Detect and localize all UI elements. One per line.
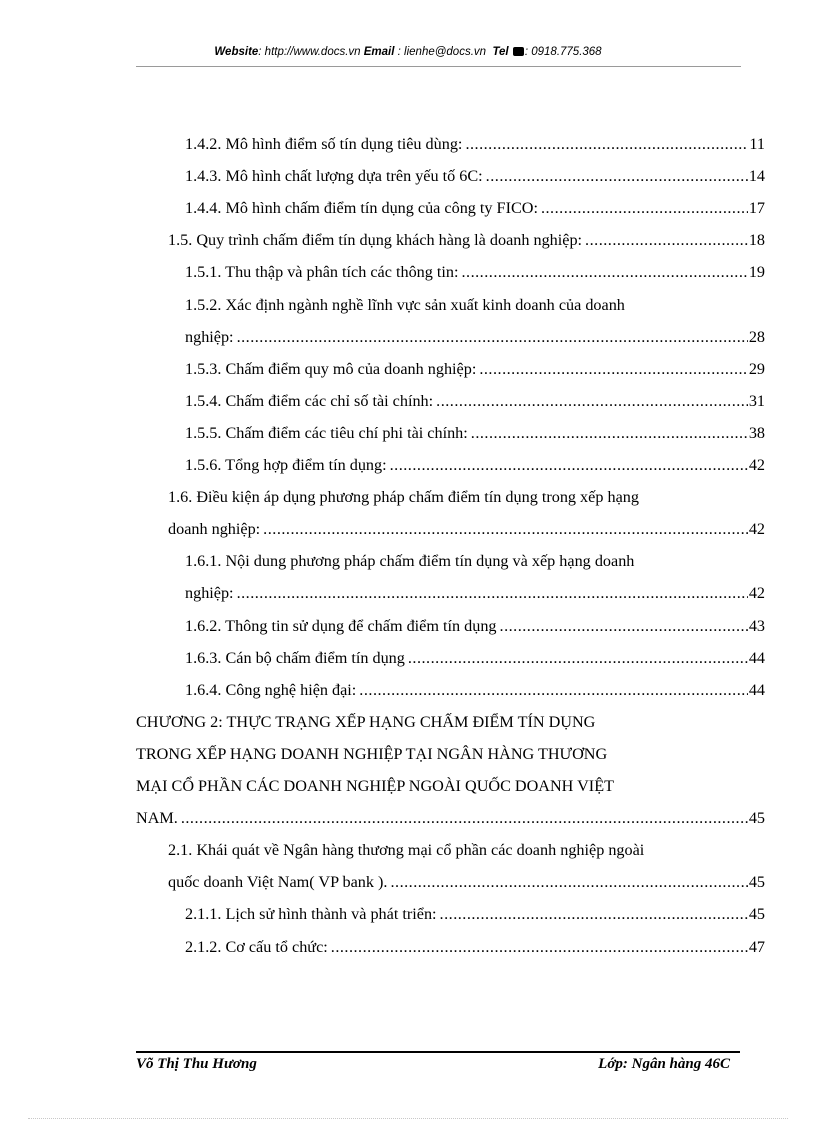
- toc-leader: [500, 613, 748, 639]
- toc-entry-title: 1.5.2. Xác định ngành nghề lĩnh vực sản xuất kinh doanh của doanh: [185, 295, 625, 314]
- toc-entry-title: doanh nghiệp:: [168, 520, 261, 539]
- toc-entry-title: 2.1.1. Lịch sử hình thành và phát triển:: [185, 905, 437, 924]
- toc-leader: [479, 356, 747, 382]
- toc-leader: [585, 227, 748, 253]
- toc-chapter-title: CHƯƠNG 2: THỰC TRẠNG XẾP HẠNG CHẤM ĐIỂM TÍN DỤNG: [136, 712, 596, 731]
- toc-entry-page: 47: [748, 937, 765, 956]
- toc-entry: [185, 324, 765, 350]
- toc-entry: [185, 677, 765, 703]
- email-value: : lienhe@docs.vn: [397, 46, 487, 58]
- toc-entry-title: nghiệp:: [185, 584, 234, 603]
- page-header: [0, 46, 816, 58]
- toc-leader: [181, 805, 748, 831]
- toc-entry-page: 42: [748, 456, 765, 474]
- tel-label: Tel: [492, 46, 509, 58]
- toc-entry-title: 1.5.4. Chấm điểm các chỉ số tài chính:: [185, 391, 434, 410]
- toc-entry-title: 1.5.5. Chấm điểm các tiêu chí phi tài chính:: [185, 423, 468, 442]
- toc-entry-page: 19: [748, 263, 765, 282]
- toc-entry-title: 1.4.3. Mô hình chất lượng dựa trên yếu tố 6C:: [185, 167, 483, 186]
- toc-entry-title: 2.1. Khái quát về Ngân hàng thương mại cổ phần các doanh nghiệp ngoài: [168, 841, 645, 860]
- toc-entry: [185, 645, 765, 671]
- toc-entry: [185, 420, 765, 446]
- phone-icon: [513, 47, 524, 56]
- toc-entry: [185, 131, 765, 157]
- toc-leader: [263, 516, 748, 542]
- toc-leader: [471, 420, 748, 446]
- toc-leader: [237, 580, 748, 606]
- toc-entry-page: 45: [748, 873, 765, 892]
- toc-entry-title: 1.4.4. Mô hình chấm điểm tín dụng của công ty FICO:: [185, 199, 538, 218]
- toc-leader: [331, 934, 748, 960]
- toc-entry-page: 44: [748, 680, 765, 699]
- toc-entry-page: 43: [748, 616, 765, 635]
- toc-entry: [168, 227, 765, 253]
- toc-entry: [185, 901, 765, 927]
- footer-divider: [136, 1051, 740, 1053]
- toc-leader: [465, 131, 748, 157]
- toc-entry: [136, 805, 765, 831]
- toc-entry-title: 1.5. Quy trình chấm điểm tín dụng khách hàng là doanh nghiệp:: [168, 231, 583, 250]
- website-label: Website: [214, 46, 259, 58]
- toc-chapter-title: TRONG XẾP HẠNG DOANH NGHIỆP TẠI NGÂN HÀNG THƯƠNG: [136, 744, 608, 763]
- toc-entry: [168, 516, 765, 542]
- toc-entry-page: 29: [748, 359, 765, 378]
- toc-leader: [408, 645, 748, 671]
- page-bottom-edge: [28, 1118, 788, 1119]
- toc-entry-title: 1.5.6. Tổng hợp điểm tín dụng:: [185, 456, 387, 474]
- toc-entry: [185, 195, 765, 221]
- toc-entry-title: 1.6.4. Công nghệ hiện đại:: [185, 680, 357, 699]
- toc-entry: [185, 580, 765, 606]
- header-divider: [136, 66, 741, 67]
- toc-leader: [359, 677, 748, 703]
- toc-leader: [486, 163, 748, 189]
- toc-entry-page: 28: [748, 327, 765, 346]
- toc-chapter-title: MẠI CỔ PHẦN CÁC DOANH NGHIỆP NGOÀI QUỐC DOANH VIỆT: [136, 777, 614, 795]
- toc-entry-page: 17: [748, 199, 765, 218]
- toc-leader: [461, 259, 747, 285]
- toc-entry-page: 31: [748, 391, 765, 410]
- toc-entry-title: 1.6. Điều kiện áp dụng phương pháp chấm điểm tín dụng trong xếp hạng: [168, 488, 639, 507]
- toc-entry-page: 14: [748, 167, 765, 186]
- toc-entry-page: 42: [748, 520, 765, 539]
- toc-entry-title: NAM.: [136, 809, 178, 828]
- toc-entry-page: 42: [748, 584, 765, 603]
- toc-entry: [185, 356, 765, 382]
- toc-leader: [390, 869, 747, 895]
- toc-entry-title: 1.6.2. Thông tin sử dụng để chấm điểm tín dụng: [185, 616, 497, 635]
- toc-leader: [541, 195, 748, 221]
- footer-author: Võ Thị Thu Hương: [136, 1056, 257, 1072]
- toc-entry-title: nghiệp:: [185, 327, 234, 346]
- toc-entry: [185, 388, 765, 414]
- toc-leader: [436, 388, 748, 414]
- toc-entry-page: 38: [748, 423, 765, 442]
- toc-entry: [185, 163, 765, 189]
- toc-entry-page: 45: [748, 809, 765, 828]
- toc-leader: [237, 324, 748, 350]
- toc-entry-page: 11: [749, 135, 765, 153]
- toc-entry: [185, 259, 765, 285]
- toc-entry-title: 1.6.3. Cán bộ chấm điểm tín dụng: [185, 648, 405, 667]
- toc-entry-title: 1.5.1. Thu thập và phân tích các thông tin:: [185, 263, 459, 282]
- toc-entry-title: quốc doanh Việt Nam( VP bank ).: [168, 873, 388, 892]
- toc-entry-page: 44: [748, 648, 765, 667]
- toc-entry-page: 45: [748, 905, 765, 924]
- toc-entry: [185, 934, 765, 960]
- toc-leader: [440, 901, 748, 927]
- footer-class: Lớp: Ngân hàng 46C: [598, 1056, 730, 1072]
- toc-entry: [168, 869, 765, 895]
- toc-leader: [390, 452, 748, 478]
- website-value: : http://www.docs.vn: [258, 46, 361, 58]
- toc-entry: [185, 452, 765, 478]
- toc-entry-title: 2.1.2. Cơ cấu tổ chức:: [185, 937, 328, 956]
- toc-entry: [185, 613, 765, 639]
- toc-entry-page: 18: [748, 231, 765, 250]
- tel-value: : 0918.775.368: [524, 46, 602, 58]
- toc-entry-title: 1.5.3. Chấm điểm quy mô của doanh nghiệp:: [185, 359, 477, 378]
- toc-entry-title: 1.6.1. Nội dung phương pháp chấm điểm tín dụng và xếp hạng doanh: [185, 552, 635, 571]
- toc-entry-title: 1.4.2. Mô hình điểm số tín dụng tiêu dùng:: [185, 135, 463, 153]
- email-label: Email: [363, 46, 395, 58]
